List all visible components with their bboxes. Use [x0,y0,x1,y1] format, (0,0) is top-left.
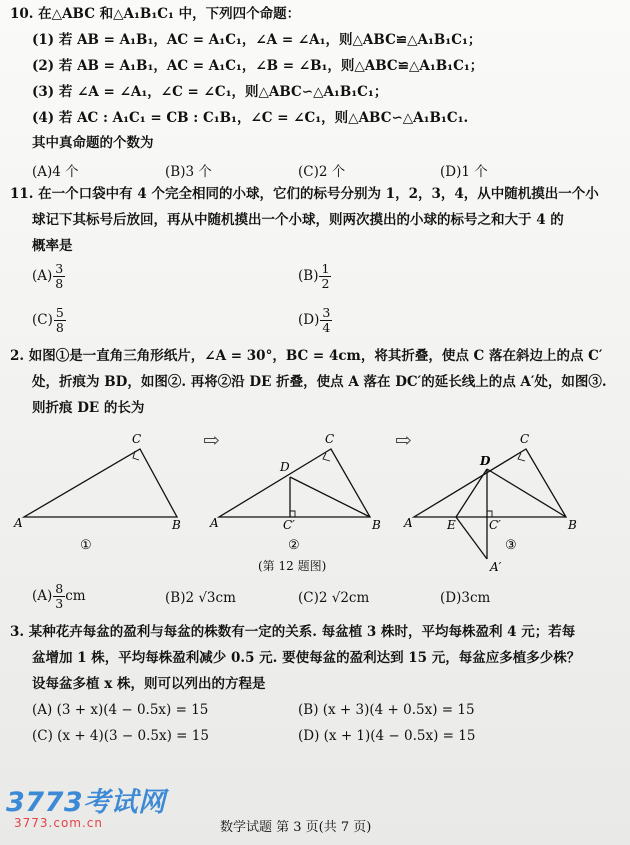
q10-prop-1: (1) 若 AB = A₁B₁，AC = A₁C₁，∠A = ∠A₁，则△ABC≌△A₁B₁C₁； [32,32,482,48]
numerator: 3 [55,261,64,276]
fraction [320,306,332,335]
q10-prop-3: (3) 若 ∠A = ∠A₁，∠C = ∠C₁，则△ABC∽△A₁B₁C₁； [32,84,388,100]
triangle-abc [24,449,177,517]
q10-prop-4: (4) 若 AC : A₁C₁ = CB : C₁B₁，∠C = ∠C₁，则△ABC∽△A₁B₁C₁. [32,110,469,126]
q13-line-2: 盆增加 1 株，平均每株盈利减少 0.5 元. 要使每盆的盈利达到 15 元，每盆应多植多少株？ [32,650,581,666]
fig3-circled: ③ [505,538,517,553]
watermark-logo: 3773考试网 [6,787,166,818]
q13-line-1: 3. 某种花卉每盆的盈利与每盆的株数有一定的关系. 每盆植 3 株时，平均每株盈利 4 元；若每 [10,624,576,640]
q11-option-a [32,262,65,291]
q10-option-b: (B)3 个 [165,164,212,180]
fig3-label-a1: A′ [490,560,502,574]
q12-option-d: (D)3cm [440,590,491,606]
fig2-label-c: C [325,432,335,446]
fig1-circled: ① [80,538,92,553]
fig2-label-b: B [372,518,381,532]
q13-option-b: (B) (x + 3)(4 + 0.5x) = 15 [298,702,475,718]
denominator: 8 [55,320,64,335]
watermark-url: 3773.com.cn [14,816,103,830]
q12-line-3: 则折痕 DE 的长为 [32,400,145,416]
option-label: (D) [298,312,320,328]
q12-option-b: (B)2 √3cm [165,590,236,606]
numerator: 3 [322,305,331,320]
q12-option-a [32,582,86,611]
denominator: 8 [55,276,64,291]
figure-2 [219,449,370,517]
option-label: (B) [298,268,319,284]
fig1-label-b: B [172,518,181,532]
right-angle-mark [487,511,492,517]
numerator: 5 [55,305,64,320]
figure-1 [24,449,177,517]
denominator: 2 [321,276,330,291]
fig2-label-a: A [210,516,219,530]
arrow-icon: ⇨ [203,428,220,452]
right-angle-mark [518,453,525,461]
fold-de [456,469,487,517]
q10-option-c: (C)2 个 [298,164,346,180]
option-label: (A) [32,268,53,284]
q12-option-c: (C)2 √2cm [298,590,370,606]
page-footer: 数学试题 第 3 页(共 7 页) [220,820,372,835]
q10-option-a: (A)4 个 [32,164,79,180]
right-angle-mark [323,453,330,461]
q11-line-3: 概率是 [32,238,73,254]
fig2-label-c1: C′ [283,518,295,532]
q11-option-c [32,306,66,335]
denominator: 3 [55,596,64,611]
q12-caption: (第 12 题图) [258,559,327,573]
q11-line-2: 球记下其标号后放回，再从中随机摸出一个小球，则两次摸出的小球的标号之和大于 4 的 [32,212,564,228]
fig3-label-a: A [404,516,413,530]
q10-stem: 10. 在△ABC 和△A₁B₁C₁ 中，下列四个命题： [10,6,301,22]
triangle-abc-2 [219,449,370,517]
fig1-label-c: C [132,432,142,446]
q13-option-a: (A) (3 + x)(4 − 0.5x) = 15 [32,702,209,718]
fig3-label-e: E [447,518,456,532]
option-label: (C) [32,312,53,328]
fig2-label-d: D [280,460,290,474]
fraction [54,306,66,335]
fold-bd-3 [487,469,566,517]
q13-option-c: (C) (x + 4)(3 − 0.5x) = 15 [32,728,209,744]
q12-line-2: 处，折痕为 BD，如图②. 再将②沿 DE 折叠，使点 A 落在 DC′的延长线上的点 A′处，如图③. [32,374,607,390]
q13-option-d: (D) (x + 1)(4 − 0.5x) = 15 [298,728,476,744]
unit: cm [65,588,86,604]
fraction [319,262,331,291]
fig1-label-a: A [14,516,23,530]
q10-option-d: (D)1 个 [440,164,488,180]
fig3-label-b: B [568,518,577,532]
q12-line-1: 2. 如图①是一直角三角形纸片，∠A = 30°，BC = 4cm，将其折叠，使点 C 落在斜边上的点 C′ [10,348,603,364]
q11-line-1: 11. 在一个口袋中有 4 个完全相同的小球，它们的标号分别为 1，2，3，4，从中随机摸出一个小 [10,186,599,202]
option-label: (A) [32,588,53,604]
q10-prop-2: (2) 若 AB = A₁B₁，AC = A₁C₁，∠B = ∠B₁，则△ABC≌△A₁B₁C₁； [32,58,484,74]
fraction [53,582,65,611]
q11-option-d [298,306,332,335]
right-angle-mark [290,511,295,517]
fig3-label-d: D [480,454,491,468]
fraction [53,262,65,291]
arrow-icon: ⇨ [395,428,412,452]
q13-line-3: 设每盆多植 x 株，则可以列出的方程是 [32,676,266,692]
numerator: 1 [321,261,330,276]
segment-ea1 [456,517,487,559]
q11-option-b [298,262,331,291]
numerator: 8 [55,581,64,596]
q10-ask: 其中真命题的个数为 [32,135,154,151]
fig3-label-c: C [520,432,530,446]
fig2-circled: ② [288,538,300,553]
fig3-label-c1: C′ [489,518,501,532]
denominator: 4 [322,320,331,335]
